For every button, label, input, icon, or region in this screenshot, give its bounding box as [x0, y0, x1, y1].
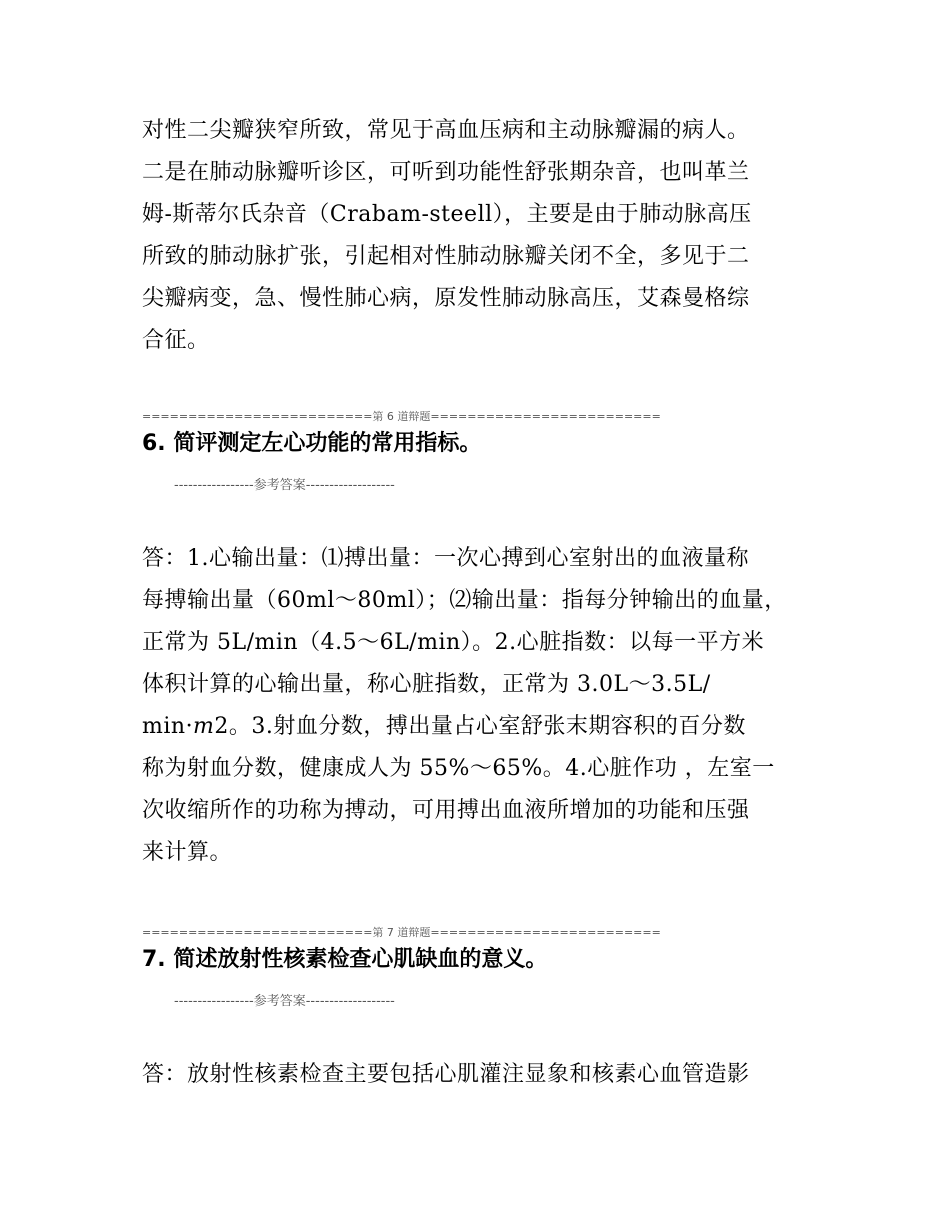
answer-line: 称为射血分数，健康成人为 55%～65%。4.心脏作功 ，左室一 [142, 756, 775, 781]
answer-line: 体积计算的心输出量，称心脏指数，正常为 3.0L～3.5L/ [142, 672, 711, 697]
question-title: 7. 简述放射性核素检查心肌缺血的意义。 [142, 947, 548, 972]
paragraph-line: 姆-斯蒂尔氏杂音（Crabam-steell），主要是由于肺动脉高压 [142, 202, 752, 227]
paragraph-line: 二是在肺动脉瓣听诊区，可听到功能性舒张期杂音，也叫革兰 [142, 160, 750, 185]
answer-header: -----------------参考答案------------------- [174, 478, 395, 493]
answer-line: 次收缩所作的功称为搏动，可用搏出血液所增加的功能和压强 [142, 798, 750, 823]
answer-line: 来计算。 [142, 840, 233, 865]
question-title: 6. 简评测定左心功能的常用指标。 [142, 431, 482, 456]
answer-header: -----------------参考答案------------------- [174, 994, 395, 1009]
answer-line: 正常为 5L/min（4.5～6L/min）。2.心脏指数：以每一平方米 [142, 630, 765, 655]
paragraph-line: 合征。 [142, 328, 210, 353]
paragraph-line: 对性二尖瓣狭窄所致，常见于高血压病和主动脉瓣漏的病人。 [142, 118, 750, 143]
question-separator: =========================第 7 道辩题========================= [142, 926, 661, 939]
paragraph-line: 尖瓣病变，急、慢性肺心病，原发性肺动脉高压，艾森曼格综 [142, 286, 750, 311]
paragraph-line: 所致的肺动脉扩张，引起相对性肺动脉瓣关闭不全，多见于二 [142, 244, 750, 269]
question-separator: =========================第 6 道辩题========================= [142, 410, 661, 423]
answer-line: 每搏输出量（60ml～80ml）；⑵输出量：指每分钟输出的血量， [142, 588, 787, 613]
answer-line: 答：1.心输出量：⑴搏出量：一次心搏到心室射出的血液量称 [142, 546, 749, 571]
answer-line: 答：放射性核素检查主要包括心肌灌注显象和核素心血管造影 [142, 1062, 750, 1087]
answer-line: min·𝑚2。3.射血分数，搏出量占心室舒张末期容积的百分数 [142, 714, 746, 739]
